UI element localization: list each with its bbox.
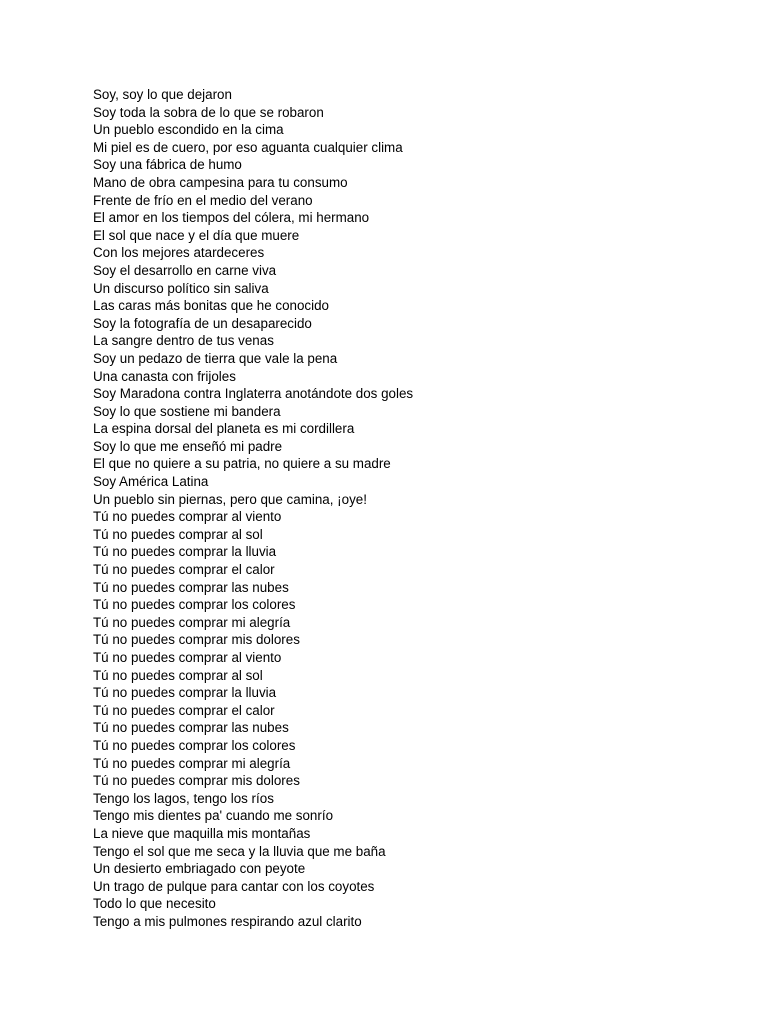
lyric-line: Tú no puedes comprar los colores (93, 737, 296, 753)
lyric-line: Frente de frío en el medio del verano (93, 192, 313, 208)
lyric-line: Todo lo que necesito (93, 896, 216, 912)
lyric-line: Tengo los lagos, tengo los ríos (93, 790, 274, 806)
lyric-line: La sangre dentro de tus venas (93, 333, 274, 349)
lyric-line: Un desierto embriagado con peyote (93, 861, 306, 877)
lyric-line: Un pueblo sin piernas, pero que camina, ¡oye! (93, 491, 367, 507)
lyric-line: Soy una fábrica de humo (93, 157, 242, 173)
lyric-line: Tú no puedes comprar al viento (93, 509, 282, 525)
lyric-line: La espina dorsal del planeta es mi cordillera (93, 421, 355, 437)
lyric-line: La nieve que maquilla mis montañas (93, 825, 311, 841)
lyrics-text-block (93, 86, 413, 931)
lyric-line: Tú no puedes comprar el calor (93, 702, 275, 718)
lyric-line: Soy, soy lo que dejaron (93, 87, 232, 102)
lyric-line: Tú no puedes comprar el calor (93, 562, 275, 578)
lyric-line: Soy la fotografía de un desaparecido (93, 315, 312, 331)
lyric-line: El que no quiere a su patria, no quiere a su madre (93, 456, 391, 472)
lyric-line: Tú no puedes comprar las nubes (93, 579, 289, 595)
lyric-line: Soy un pedazo de tierra que vale la pena (93, 350, 338, 366)
lyric-line: Tú no puedes comprar al viento (93, 650, 282, 665)
lyric-line: Las caras más bonitas que he conocido (93, 298, 329, 314)
lyric-line: Con los mejores atardeceres (93, 245, 265, 261)
lyric-line: Tú no puedes comprar al sol (93, 667, 263, 683)
lyric-line: Un discurso político sin saliva (93, 280, 269, 296)
lyric-line: Mano de obra campesina para tu consumo (93, 174, 348, 190)
lyric-line: Soy América Latina (93, 474, 209, 490)
lyric-line: Una canasta con frijoles (93, 368, 236, 384)
lyric-line: El sol que nace y el día que muere (93, 227, 300, 243)
lyric-line: Tú no puedes comprar mis dolores (93, 773, 300, 789)
lyric-line: Soy lo que me enseñó mi padre (93, 438, 283, 454)
lyric-line: Tú no puedes comprar los colores (93, 597, 296, 613)
lyric-line: Soy toda la sobra de lo que se robaron (93, 104, 324, 120)
lyric-line: Tú no puedes comprar la lluvia (93, 685, 277, 701)
lyric-line: Mi piel es de cuero, por eso aguanta cualquier clima (93, 139, 403, 155)
lyric-line: Tú no puedes comprar mi alegría (93, 755, 291, 771)
lyric-line: Soy lo que sostiene mi bandera (93, 403, 281, 419)
lyric-line: El amor en los tiempos del cólera, mi hermano (93, 210, 370, 226)
lyric-line: Tengo el sol que me seca y la lluvia que me baña (93, 843, 386, 859)
lyric-line: Tú no puedes comprar la lluvia (93, 544, 277, 560)
lyric-line: Tengo mis dientes pa' cuando me sonrío (93, 808, 334, 824)
lyric-line: Un trago de pulque para cantar con los coyotes (93, 878, 375, 894)
lyric-line: Tú no puedes comprar mi alegría (93, 614, 291, 630)
lyric-line: Soy el desarrollo en carne viva (93, 262, 277, 278)
lyric-line: Tú no puedes comprar al sol (93, 526, 263, 542)
lyric-line: Un pueblo escondido en la cima (93, 122, 284, 138)
lyric-line: Soy Maradona contra Inglaterra anotándote dos goles (93, 386, 414, 402)
lyric-line: Tengo a mis pulmones respirando azul clarito (93, 913, 362, 929)
lyric-line: Tú no puedes comprar las nubes (93, 720, 289, 736)
lyric-line: Tú no puedes comprar mis dolores (93, 632, 300, 648)
